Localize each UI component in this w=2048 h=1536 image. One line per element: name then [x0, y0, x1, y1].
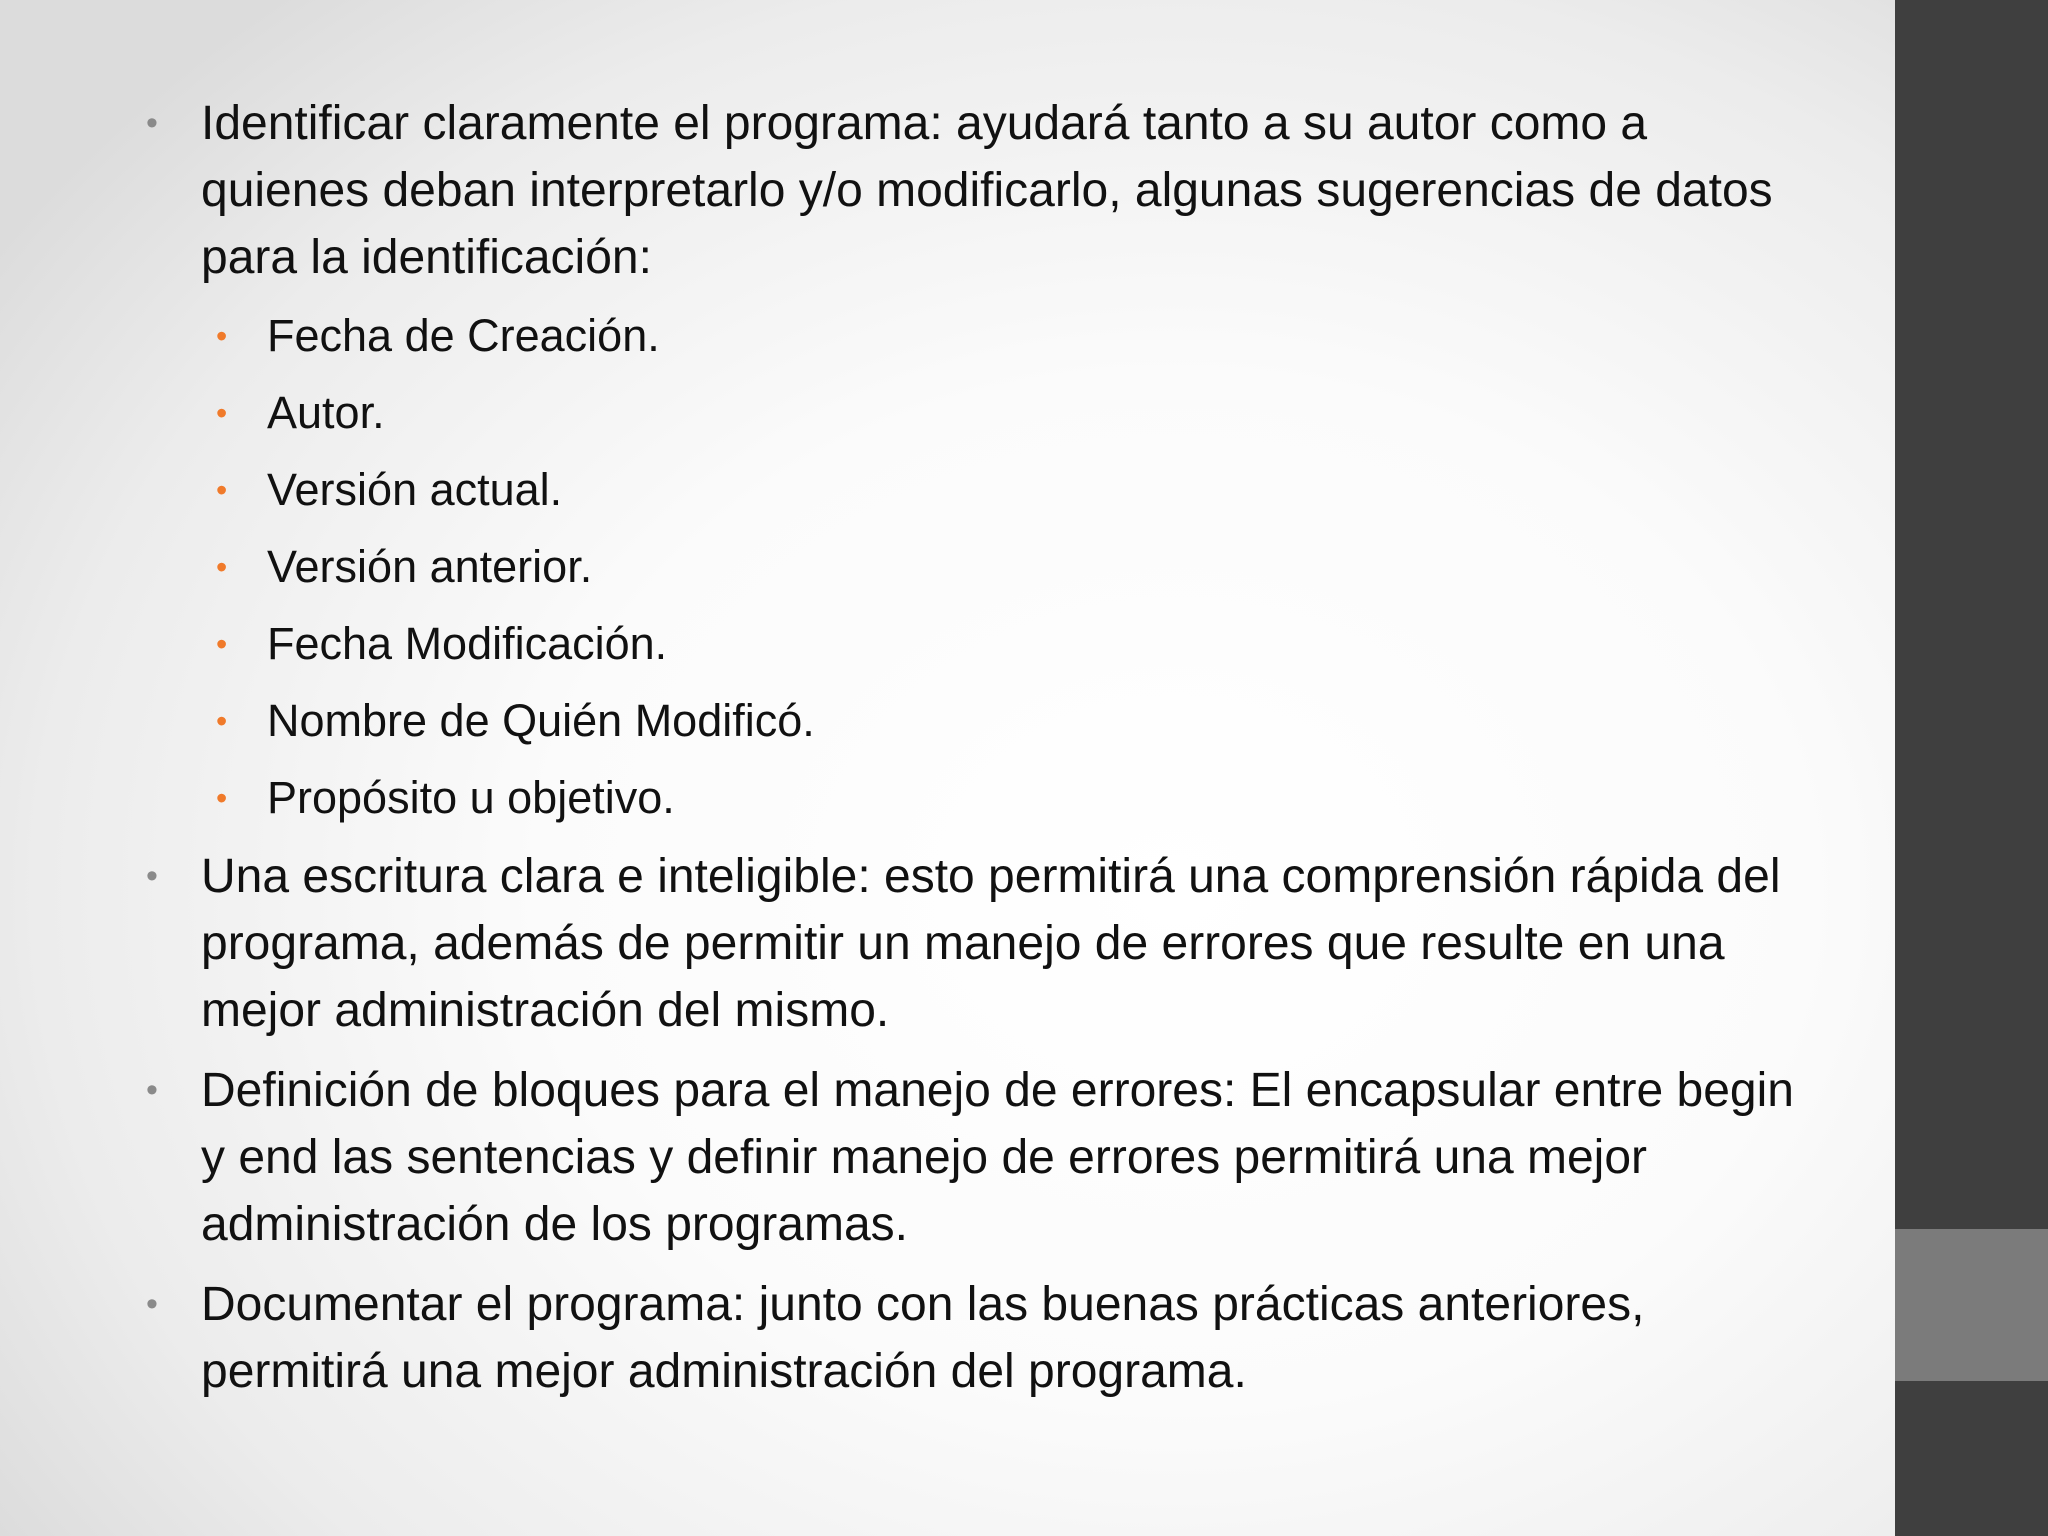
sub-item-text: Nombre de Quién Modificó. — [267, 695, 815, 746]
sub-item — [144, 612, 1804, 676]
bullet-text: Una escritura clara e inteligible: esto permitirá una comprensión rápida del programa, además de permitir un manejo de errores que resulte en una mejor administración del mismo. — [201, 850, 1781, 1037]
bullet-dot-icon: • — [146, 1285, 158, 1323]
bullet-dot-icon: • — [146, 857, 158, 895]
sub-item-text: Autor. — [267, 387, 385, 438]
slide-content — [144, 90, 1804, 1418]
orange-bullet-icon: • — [216, 395, 228, 431]
bullet-text: Identificar claramente el programa: ayudará tanto a su autor como a quienes deban interpretarlo y/o modificarlo, algunas sugerencias de datos para la identificación: — [201, 97, 1773, 284]
bullet-item-identify — [144, 90, 1804, 291]
bullet-dot-icon: • — [146, 1071, 158, 1109]
bullet-item-error-blocks — [144, 1057, 1804, 1258]
sub-item — [144, 381, 1804, 445]
orange-bullet-icon: • — [216, 626, 228, 662]
sub-item-text: Propósito u objetivo. — [267, 772, 675, 823]
orange-bullet-icon: • — [216, 549, 228, 585]
side-decoration-bar — [1895, 0, 2048, 1536]
orange-bullet-icon: • — [216, 703, 228, 739]
bullet-text: Definición de bloques para el manejo de errores: El encapsular entre begin y end las sentencias y definir manejo de errores permitirá una mejor administración de los programas. — [201, 1064, 1794, 1251]
orange-bullet-icon: • — [216, 318, 228, 354]
sub-item — [144, 766, 1804, 830]
sub-item-text: Fecha de Creación. — [267, 310, 660, 361]
orange-bullet-icon: • — [216, 472, 228, 508]
identification-sublist — [144, 304, 1804, 830]
orange-bullet-icon: • — [216, 780, 228, 816]
side-decoration-accent — [1895, 1229, 2048, 1381]
sub-item — [144, 304, 1804, 368]
sub-item-text: Versión anterior. — [267, 541, 593, 592]
sub-item — [144, 535, 1804, 599]
sub-item — [144, 458, 1804, 522]
sub-item-text: Fecha Modificación. — [267, 618, 668, 669]
bullet-item-clear-writing — [144, 843, 1804, 1044]
sub-item — [144, 689, 1804, 753]
bullet-text: Documentar el programa: junto con las buenas prácticas anteriores, permitirá una mejor administración del programa. — [201, 1278, 1645, 1398]
sub-item-text: Versión actual. — [267, 464, 563, 515]
bullet-dot-icon: • — [146, 104, 158, 142]
bullet-item-document — [144, 1271, 1804, 1405]
